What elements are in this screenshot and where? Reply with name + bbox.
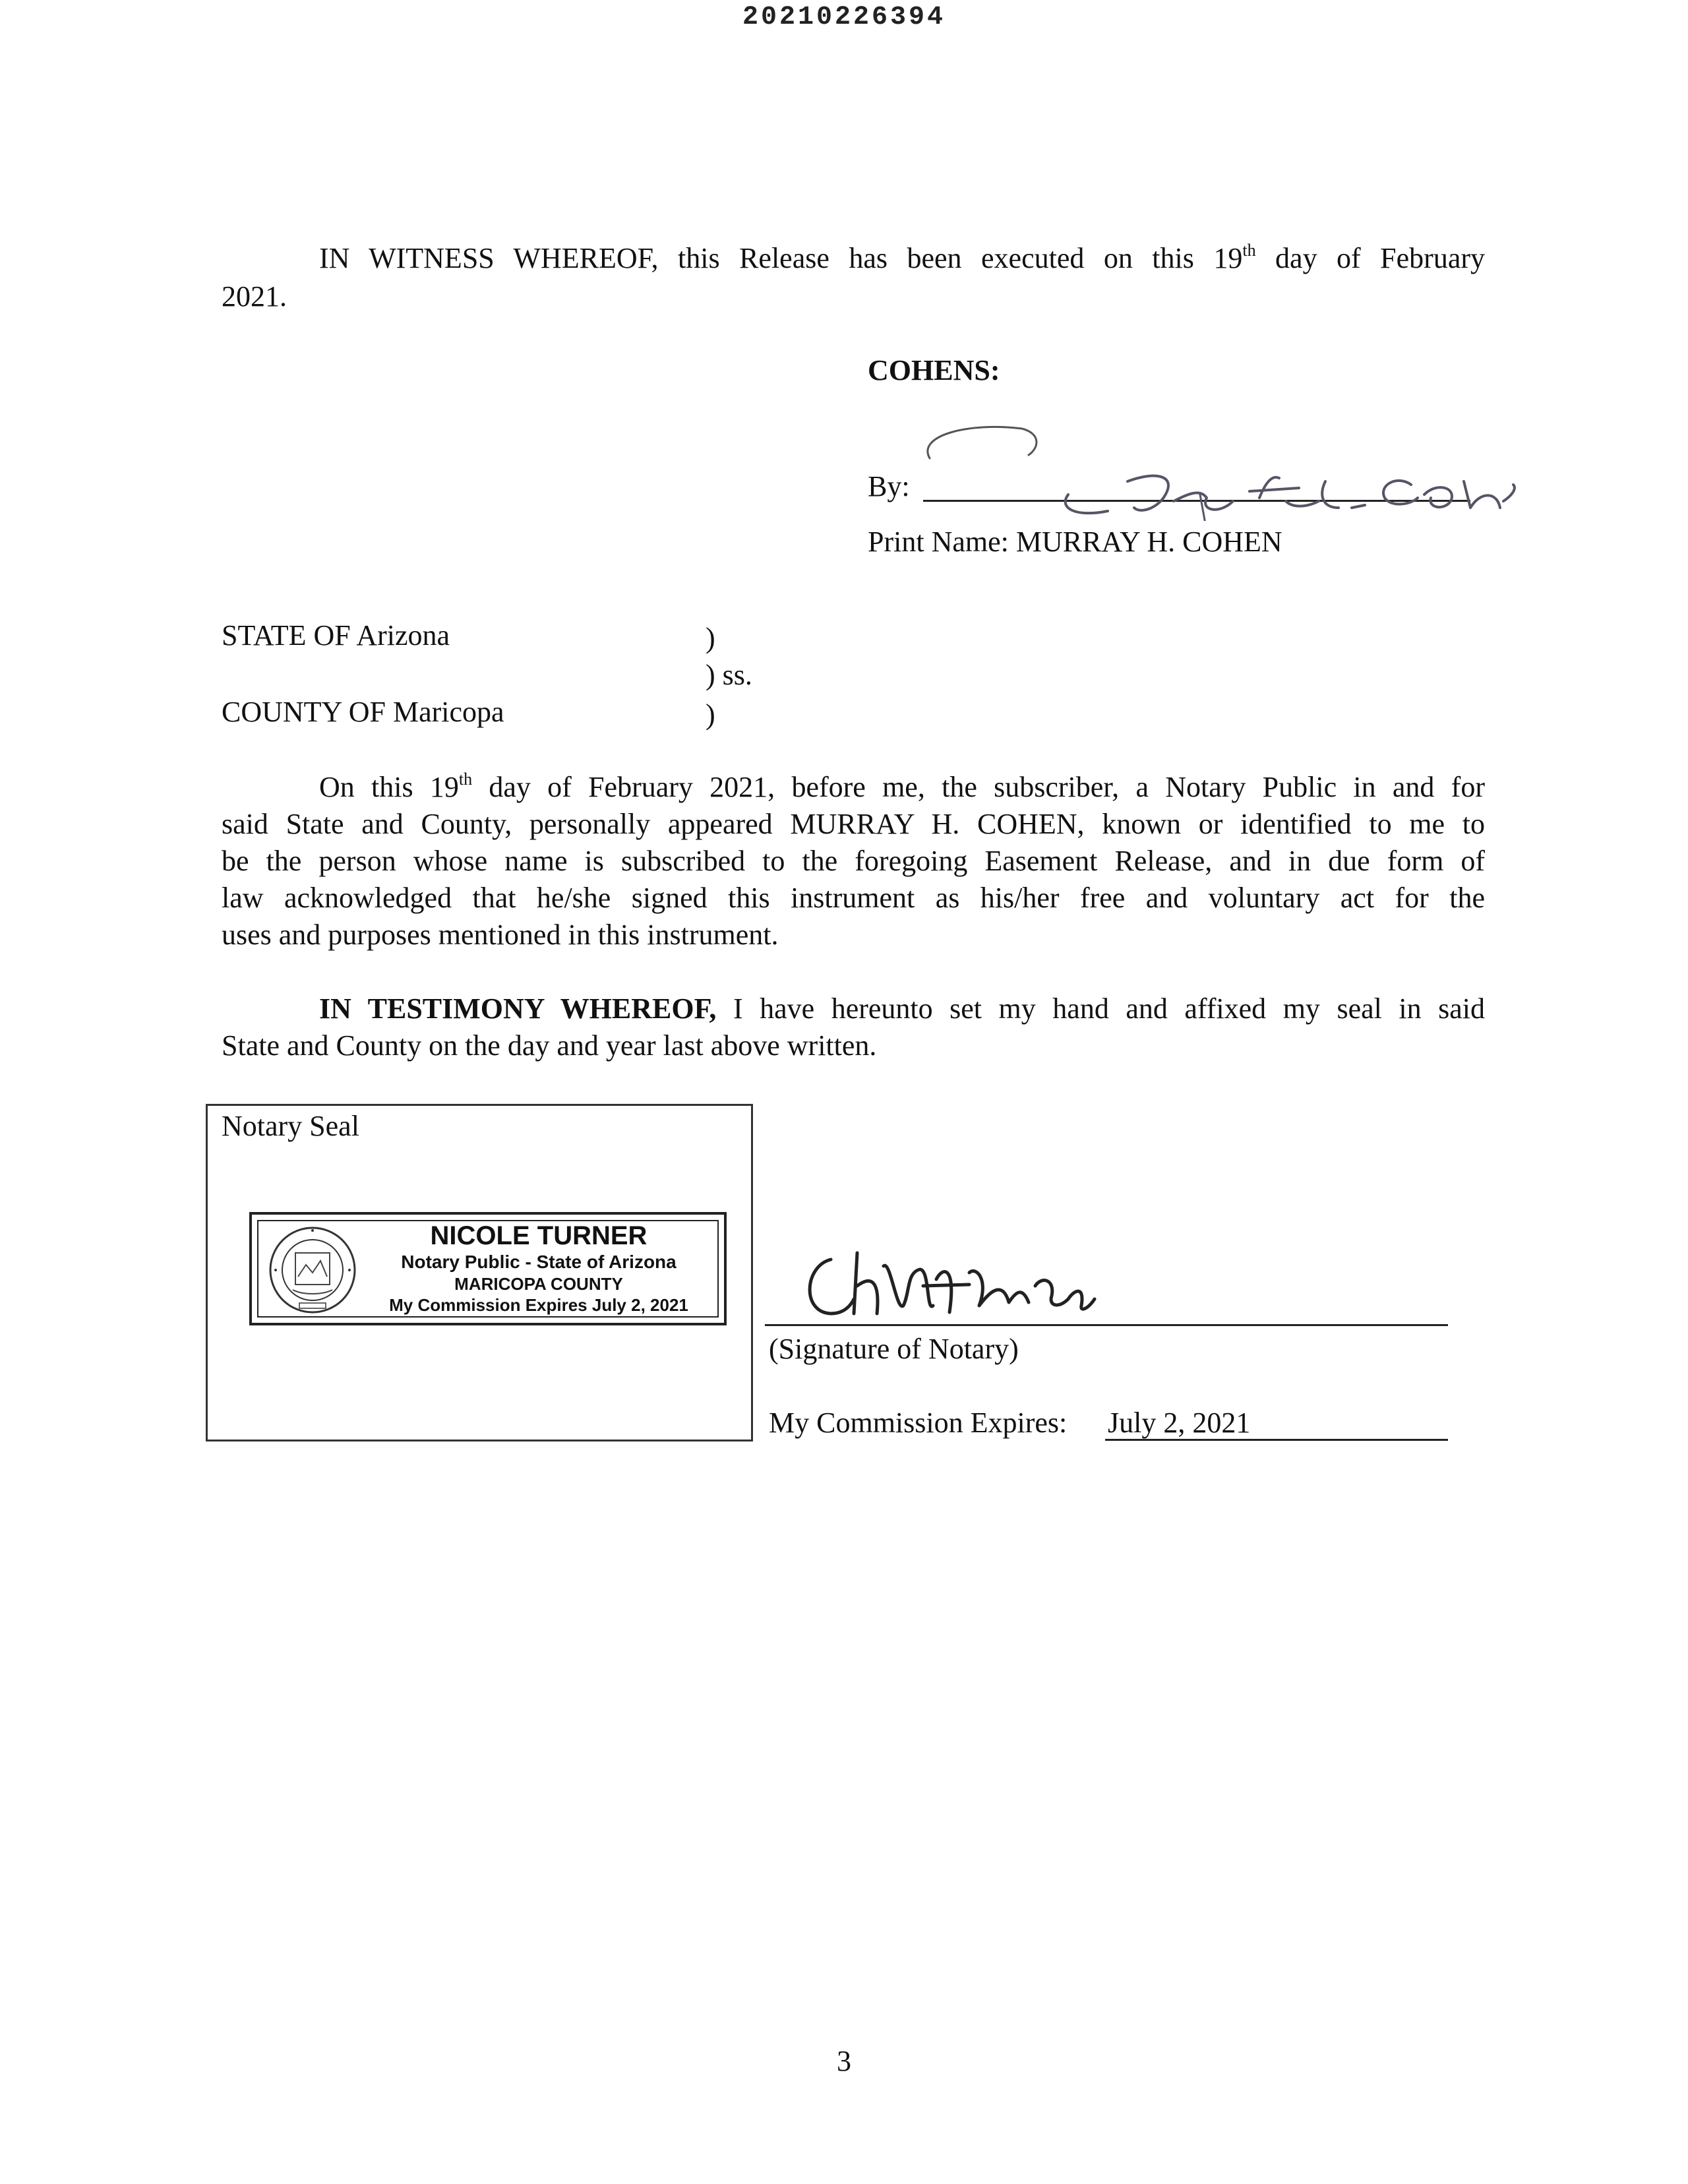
arizona-seal-icon: [266, 1224, 359, 1316]
testimony-bold: IN TESTIMONY WHEREOF,: [319, 992, 717, 1025]
commission-value: July 2, 2021: [1108, 1407, 1251, 1439]
venue-state: STATE OF Arizona: [222, 619, 450, 652]
witness-sup: th: [1242, 241, 1256, 260]
print-name: Print Name: MURRAY H. COHEN: [868, 526, 1282, 558]
ack-line-5: uses and purposes mentioned in this instrument.: [222, 919, 779, 951]
ack-line-4: law acknowledged that he/she signed this instrument as his/her free and voluntary act for the: [222, 882, 1485, 914]
venue-paren-1: ): [706, 622, 715, 654]
witness-text: IN WITNESS WHEREOF, this Release has been executed on this 19: [319, 242, 1243, 274]
page-number: 3: [837, 2045, 851, 2077]
stamp-expires: My Commission Expires July 2, 2021: [389, 1295, 688, 1315]
testimony-line-1: [319, 990, 1485, 1027]
notary-signature-line: [765, 1324, 1448, 1326]
commission-line: [1105, 1439, 1448, 1441]
document-number: 20210226394: [742, 3, 946, 32]
ack-line-1: [319, 769, 1485, 806]
ack-text-a: On this 19: [319, 771, 459, 803]
commission-label: My Commission Expires:: [769, 1407, 1068, 1439]
witness-line-2: 2021.: [222, 280, 287, 313]
notary-signature-caption: (Signature of Notary): [769, 1333, 1019, 1365]
signatory-heading: COHENS:: [868, 354, 1000, 386]
testimony-rest: I have hereunto set my hand and affixed my seal in said: [716, 992, 1485, 1025]
notary-signature: [791, 1240, 1108, 1325]
venue-county: COUNTY OF Maricopa: [222, 696, 504, 728]
witness-text-b: day of February: [1255, 242, 1486, 274]
stamp-county: MARICOPA COUNTY: [454, 1274, 623, 1294]
notary-stamp: [249, 1212, 727, 1325]
witness-line-1: [319, 240, 1485, 277]
venue-paren-2: ): [706, 698, 715, 731]
ack-text-b: day of February 2021, before me, the subscriber, a Notary Public in and for: [472, 771, 1485, 803]
ack-sup: th: [458, 770, 473, 789]
ack-line-3: be the person whose name is subscribed to the foregoing Easement Release, and in due form of: [222, 845, 1485, 877]
testimony-line-2: State and County on the day and year last above written.: [222, 1029, 877, 1062]
notary-seal-label: Notary Seal: [222, 1110, 359, 1142]
ack-line-2: said State and County, personally appeared MURRAY H. COHEN, known or identified to me to: [222, 808, 1485, 840]
cohen-signature: [890, 409, 1517, 521]
venue-ss: ) ss.: [706, 659, 752, 691]
stamp-title: Notary Public - State of Arizona: [401, 1252, 677, 1272]
by-label: By:: [868, 470, 910, 502]
stamp-name: NICOLE TURNER: [430, 1221, 648, 1250]
